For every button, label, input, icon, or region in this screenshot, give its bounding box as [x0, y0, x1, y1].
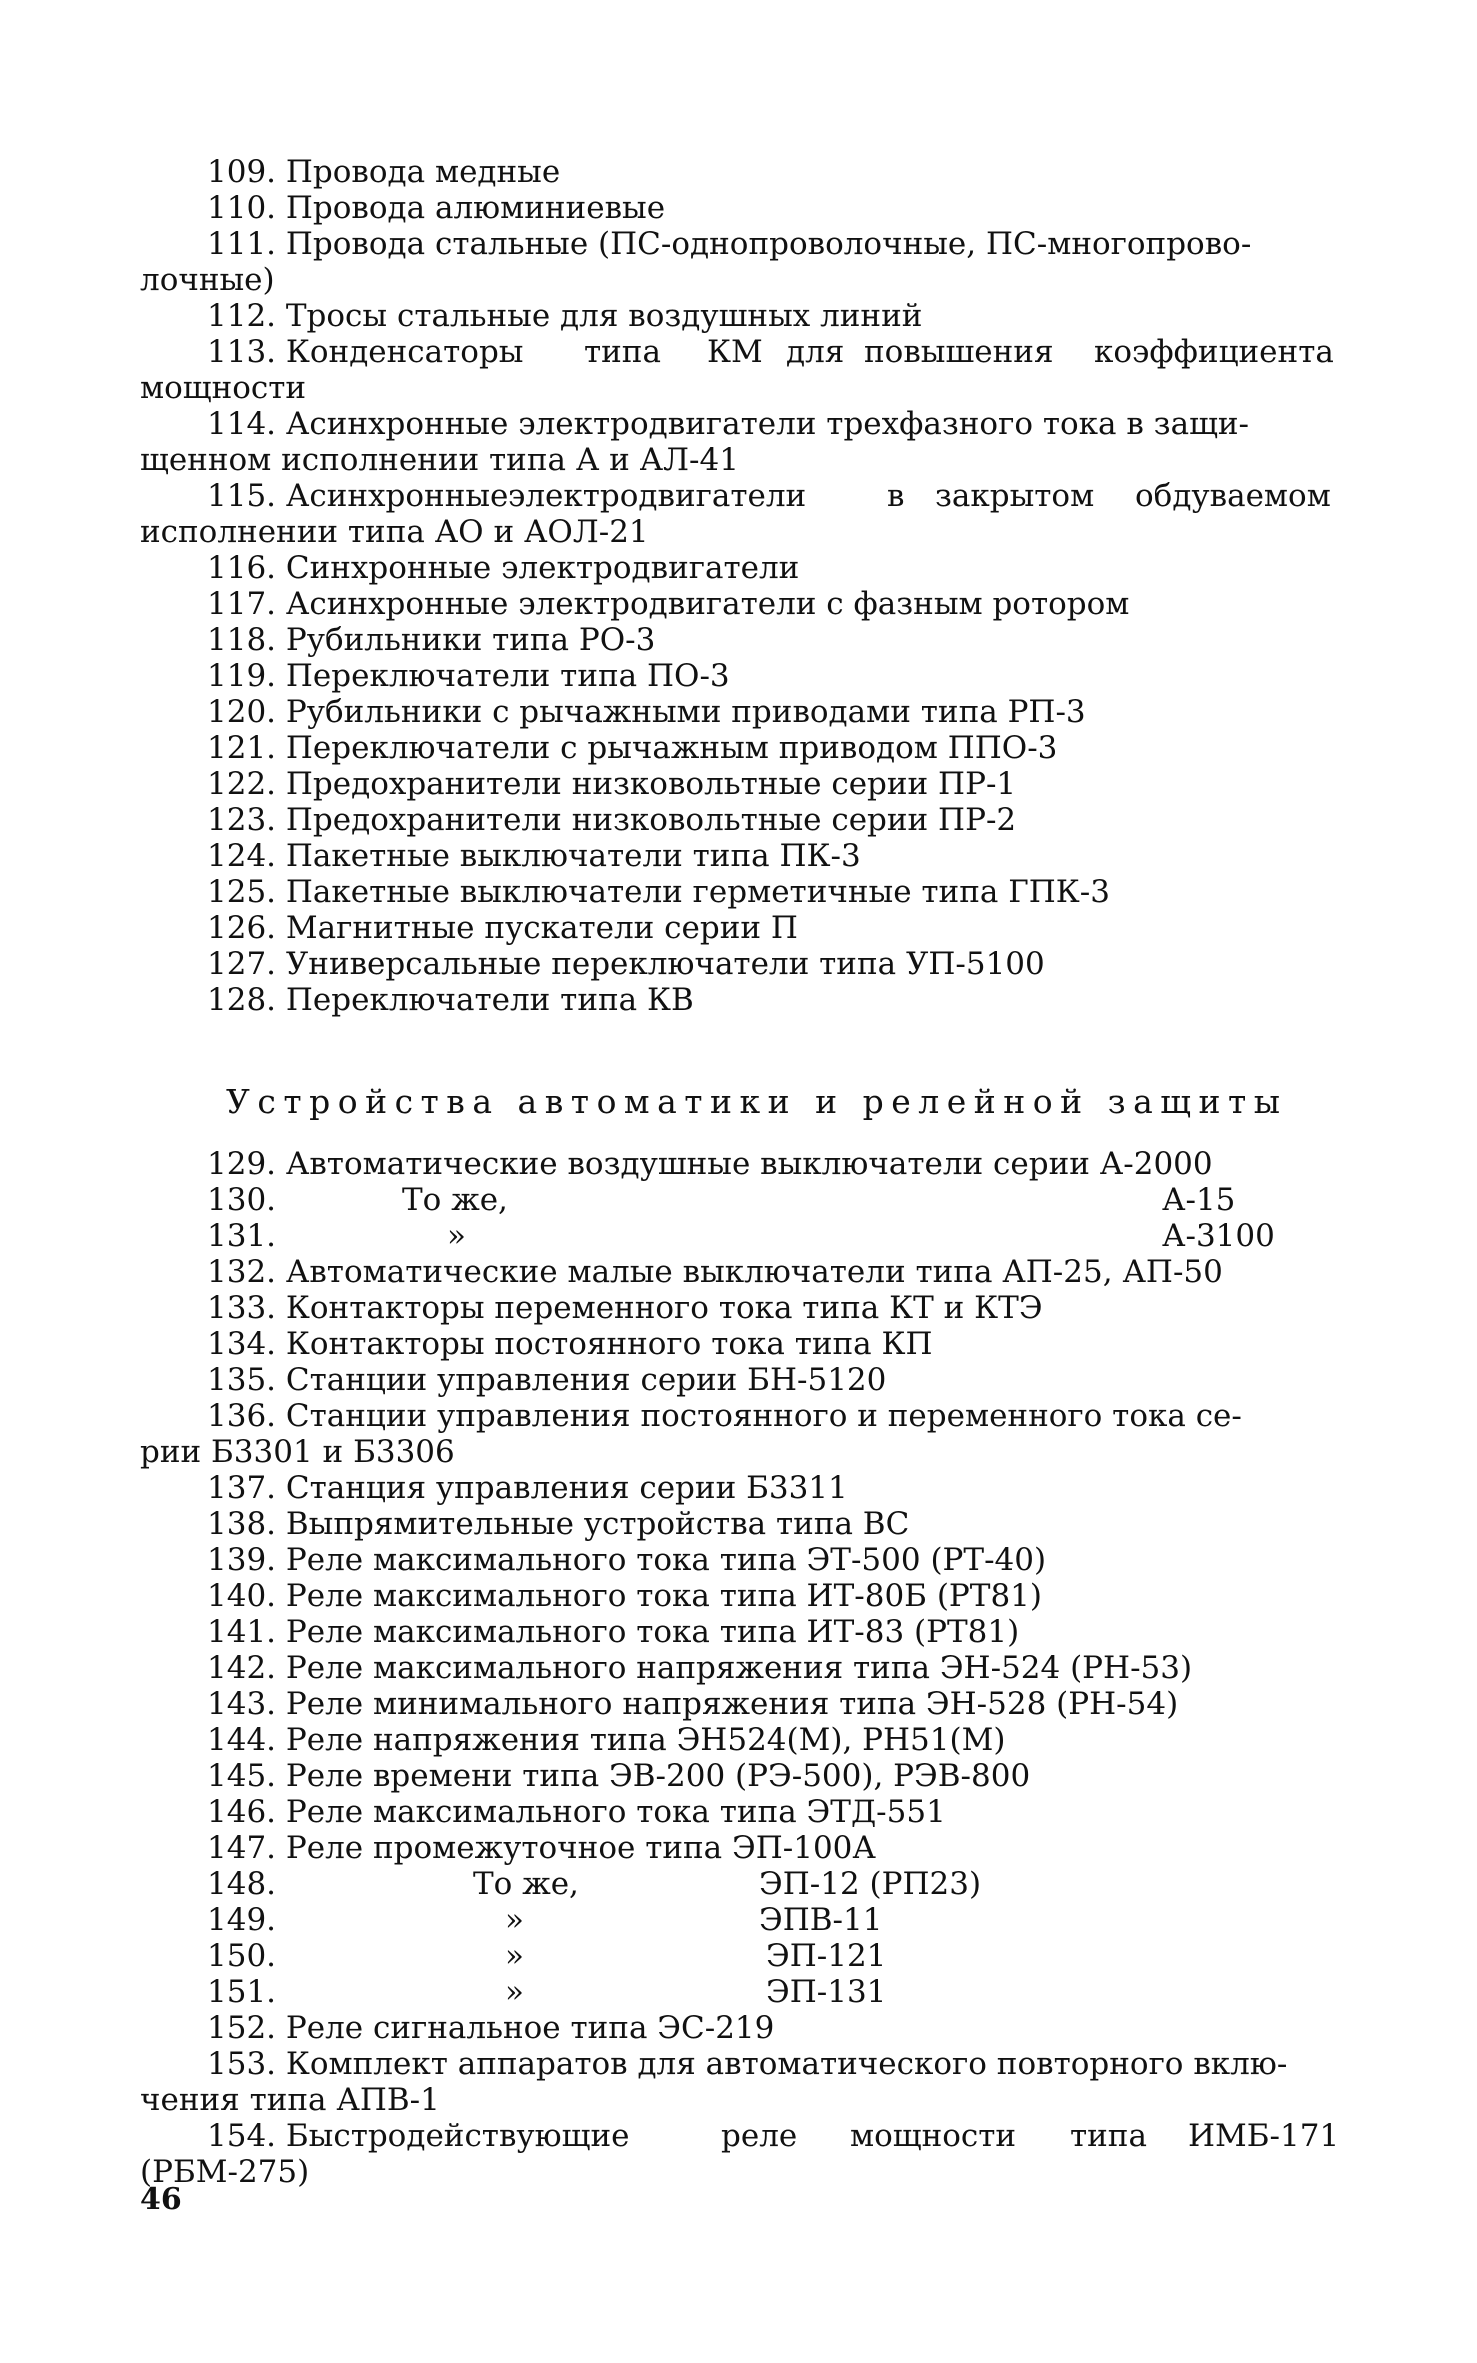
line-text: А-15: [1162, 1182, 1236, 1218]
line-text: ЭП-131: [766, 1974, 887, 2010]
list-line: [0, 190, 1477, 226]
line-text: 141. Реле максимального тока типа ИТ-83 (РТ81): [207, 1614, 1020, 1650]
line-text: 131.: [207, 1218, 277, 1254]
list-line: [0, 622, 1477, 658]
list-line: [0, 802, 1477, 838]
list-line: [0, 874, 1477, 910]
list-line: [0, 838, 1477, 874]
list-line: [0, 730, 1477, 766]
list-line: [0, 1506, 1477, 1542]
line-text: 153. Комплект аппаратов для автоматического повторного вклю-: [207, 2046, 1288, 2082]
list-line: [0, 1686, 1477, 1722]
list-line: [0, 406, 1477, 442]
line-text: 120. Рубильники с рычажными приводами типа РП-3: [207, 694, 1086, 730]
list-line: [0, 2082, 1477, 2118]
list-line: [0, 1866, 1477, 1902]
line-text: 145. Реле времени типа ЭВ-200 (РЭ-500), РЭВ-800: [207, 1758, 1031, 1794]
list-line: [0, 1902, 1477, 1938]
line-text: 116. Синхронные электродвигатели: [207, 550, 800, 586]
list-line: [0, 1434, 1477, 1470]
line-text: 130.: [207, 1182, 277, 1218]
line-text: То же,: [473, 1866, 579, 1902]
list-line: [0, 586, 1477, 622]
line-text: для: [786, 334, 845, 370]
line-text: лочные): [140, 262, 275, 298]
line-text: 129. Автоматические воздушные выключатели серии А-2000: [207, 1146, 1213, 1182]
list-line: [0, 370, 1477, 406]
list-line: [0, 694, 1477, 730]
line-text: 127. Универсальные переключатели типа УП-5100: [207, 946, 1045, 982]
list-line: [0, 658, 1477, 694]
line-text: мощности: [850, 2118, 1017, 2154]
list-line: [0, 1146, 1477, 1182]
list-line: [0, 1794, 1477, 1830]
line-text: 149.: [207, 1902, 277, 1938]
line-text: 148.: [207, 1866, 277, 1902]
line-text: 118. Рубильники типа РО-3: [207, 622, 656, 658]
line-text: чения типа АПВ-1: [140, 2082, 440, 2118]
line-text: 114. Асинхронные электродвигатели трехфазного тока в защи-: [207, 406, 1250, 442]
line-text: 134. Контакторы постоянного тока типа КП: [207, 1326, 933, 1362]
line-text: То же,: [402, 1182, 508, 1218]
list-line: [0, 334, 1477, 370]
list-line: [0, 154, 1477, 190]
line-text: 154. Быстродействующие: [207, 2118, 630, 2154]
line-text: обдуваемом: [1135, 478, 1331, 514]
line-text: 135. Станции управления серии БН-5120: [207, 1362, 887, 1398]
line-text: типа: [1070, 2118, 1147, 2154]
line-text: 128. Переключатели типа КВ: [207, 982, 694, 1018]
line-text: 111. Провода стальные (ПС-однопроволочные, ПС-многопрово-: [207, 226, 1252, 262]
line-text: »: [505, 1974, 524, 2010]
line-text: 147. Реле промежуточное типа ЭП-100А: [207, 1830, 876, 1866]
line-text: электродвигатели: [508, 478, 807, 514]
list-line: [0, 1254, 1477, 1290]
line-text: 137. Станция управления серии Б3311: [207, 1470, 848, 1506]
list-line: [0, 982, 1477, 1018]
list-line: [0, 550, 1477, 586]
line-text: »: [505, 1938, 524, 1974]
line-text: ИМБ-171: [1188, 2118, 1340, 2154]
line-text: 144. Реле напряжения типа ЭН524(М), РН51(М): [207, 1722, 1006, 1758]
line-text: 146. Реле максимального тока типа ЭТД-551: [207, 1794, 946, 1830]
list-line: [0, 2046, 1477, 2082]
line-text: исполнении типа АО и АОЛ-21: [140, 514, 649, 550]
list-line: [0, 2118, 1477, 2154]
line-text: ЭП-121: [766, 1938, 887, 1974]
list-line: [0, 2010, 1477, 2046]
list-line: [0, 766, 1477, 802]
list-line: [0, 442, 1477, 478]
line-text: 151.: [207, 1974, 277, 2010]
line-text: 152. Реле сигнальное типа ЭС-219: [207, 2010, 775, 2046]
line-text: 117. Асинхронные электродвигатели с фазным ротором: [207, 586, 1130, 622]
line-text: 113. Конденсаторы: [207, 334, 524, 370]
line-text: (РБМ-275): [140, 2154, 310, 2190]
list-line: [0, 1650, 1477, 1686]
list-line: [0, 1182, 1477, 1218]
list-line: [0, 1362, 1477, 1398]
line-text: 125. Пакетные выключатели герметичные типа ГПК-3: [207, 874, 1110, 910]
line-text: 110. Провода алюминиевые: [207, 190, 666, 226]
line-text: 139. Реле максимального тока типа ЭТ-500 (РТ-40): [207, 1542, 1047, 1578]
list-line: [0, 226, 1477, 262]
list-line: [0, 910, 1477, 946]
page-number: 46: [140, 2182, 182, 2217]
line-text: 138. Выпрямительные устройства типа ВС: [207, 1506, 910, 1542]
list-line: [0, 1578, 1477, 1614]
line-text: 142. Реле максимального напряжения типа ЭН-524 (РН-53): [207, 1650, 1193, 1686]
line-text: ЭП-12 (РП23): [759, 1866, 982, 1902]
line-text: А-3100: [1162, 1218, 1275, 1254]
line-text: 109. Провода медные: [207, 154, 561, 190]
list-line: [0, 514, 1477, 550]
list-line: [0, 1830, 1477, 1866]
line-text: 123. Предохранители низковольтные серии ПР-2: [207, 802, 1017, 838]
line-text: 143. Реле минимального напряжения типа ЭН-528 (РН-54): [207, 1686, 1179, 1722]
list-line: [0, 1218, 1477, 1254]
line-text: рии Б3301 и Б3306: [140, 1434, 455, 1470]
line-text: в: [887, 478, 905, 514]
line-text: 136. Станции управления постоянного и переменного тока се-: [207, 1398, 1242, 1434]
line-text: 112. Тросы стальные для воздушных линий: [207, 298, 923, 334]
list-line: [0, 1614, 1477, 1650]
line-text: 115. Асинхронные: [207, 478, 509, 514]
line-text: »: [505, 1902, 524, 1938]
line-text: ЭПВ-11: [759, 1902, 883, 1938]
line-text: 124. Пакетные выключатели типа ПК-3: [207, 838, 861, 874]
list-line: [0, 1470, 1477, 1506]
line-text: закрытом: [935, 478, 1095, 514]
line-text: типа: [584, 334, 661, 370]
line-text: щенном исполнении типа А и АЛ-41: [140, 442, 739, 478]
list-line: [0, 1290, 1477, 1326]
line-text: 140. Реле максимального тока типа ИТ-80Б (РТ81): [207, 1578, 1042, 1614]
list-line: [0, 1398, 1477, 1434]
line-text: 121. Переключатели с рычажным приводом ППО-3: [207, 730, 1058, 766]
list-line: [0, 1722, 1477, 1758]
line-text: 122. Предохранители низковольтные серии ПР-1: [207, 766, 1017, 802]
list-line: [0, 2154, 1477, 2190]
list-line: [0, 1326, 1477, 1362]
line-text: мощности: [140, 370, 307, 406]
line-text: 126. Магнитные пускатели серии П: [207, 910, 798, 946]
section-heading: Устройства автоматики и релейной защиты: [226, 1082, 1288, 1121]
list-line: [0, 946, 1477, 982]
line-text: реле: [721, 2118, 798, 2154]
line-text: 119. Переключатели типа ПО-3: [207, 658, 730, 694]
list-line: [0, 1938, 1477, 1974]
list-line: [0, 262, 1477, 298]
line-text: »: [447, 1218, 466, 1254]
line-text: КМ: [707, 334, 763, 370]
line-text: 150.: [207, 1938, 277, 1974]
line-text: коэффициента: [1094, 334, 1334, 370]
line-text: повышения: [864, 334, 1054, 370]
line-text: 132. Автоматические малые выключатели типа АП-25, АП-50: [207, 1254, 1223, 1290]
list-line: [0, 298, 1477, 334]
list-line: [0, 1974, 1477, 2010]
line-text: 133. Контакторы переменного тока типа КТ и КТЭ: [207, 1290, 1043, 1326]
list-line: [0, 1758, 1477, 1794]
list-line: [0, 478, 1477, 514]
list-line: [0, 1542, 1477, 1578]
